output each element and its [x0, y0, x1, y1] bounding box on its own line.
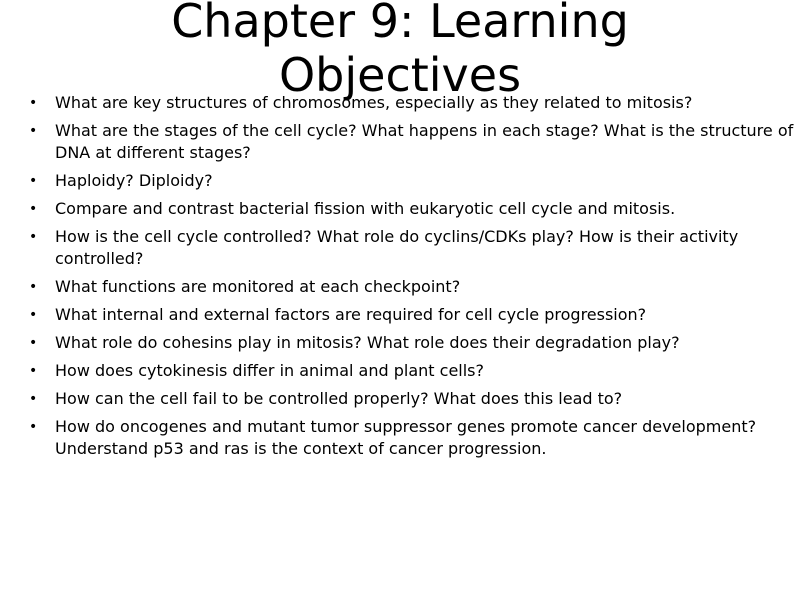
bullet-item — [0, 198, 800, 220]
bullet-list — [0, 92, 800, 466]
bullet-item — [0, 276, 800, 298]
bullet-icon: • — [29, 307, 38, 323]
bullet-icon: • — [29, 123, 38, 139]
bullet-icon: • — [29, 173, 38, 189]
bullet-item — [0, 304, 800, 326]
bullet-icon: • — [29, 363, 38, 379]
bullet-item — [0, 416, 800, 460]
bullet-text: How does cytokinesis differ in animal and plant cells? — [55, 361, 484, 380]
bullet-text: What role do cohesins play in mitosis? What role does their degradation play? — [55, 333, 680, 352]
bullet-icon: • — [29, 391, 38, 407]
bullet-text: Haploidy? Diploidy? — [55, 171, 213, 190]
bullet-item — [0, 92, 800, 114]
bullet-text: What functions are monitored at each checkpoint? — [55, 277, 461, 296]
bullet-text: Compare and contrast bacterial fission with eukaryotic cell cycle and mitosis. — [55, 199, 676, 218]
slide-title: Chapter 9: Learning Objectives — [171, 0, 629, 102]
bullet-item — [0, 332, 800, 354]
bullet-icon: • — [29, 95, 38, 111]
bullet-icon: • — [29, 201, 38, 217]
bullet-icon: • — [29, 335, 38, 351]
bullet-icon: • — [29, 279, 38, 295]
bullet-text: What internal and external factors are required for cell cycle progression? — [55, 305, 647, 324]
bullet-text: How is the cell cycle controlled? What role do cyclins/CDKs play? How is their activity controlled? — [55, 227, 739, 268]
bullet-text: What are the stages of the cell cycle? What happens in each stage? What is the structure of DNA at different stages? — [55, 121, 794, 162]
bullet-item — [0, 170, 800, 192]
bullet-text: How do oncogenes and mutant tumor suppressor genes promote cancer development? Understand p53 and ras is the context of cancer progression. — [55, 417, 757, 458]
bullet-item — [0, 388, 800, 410]
bullet-icon: • — [29, 419, 38, 435]
bullet-icon: • — [29, 229, 38, 245]
bullet-item — [0, 226, 800, 270]
bullet-text: How can the cell fail to be controlled properly? What does this lead to? — [55, 389, 623, 408]
bullet-item — [0, 120, 800, 164]
bullet-text: What are key structures of chromosomes, especially as they related to mitosis? — [55, 93, 693, 112]
bullet-item — [0, 360, 800, 382]
